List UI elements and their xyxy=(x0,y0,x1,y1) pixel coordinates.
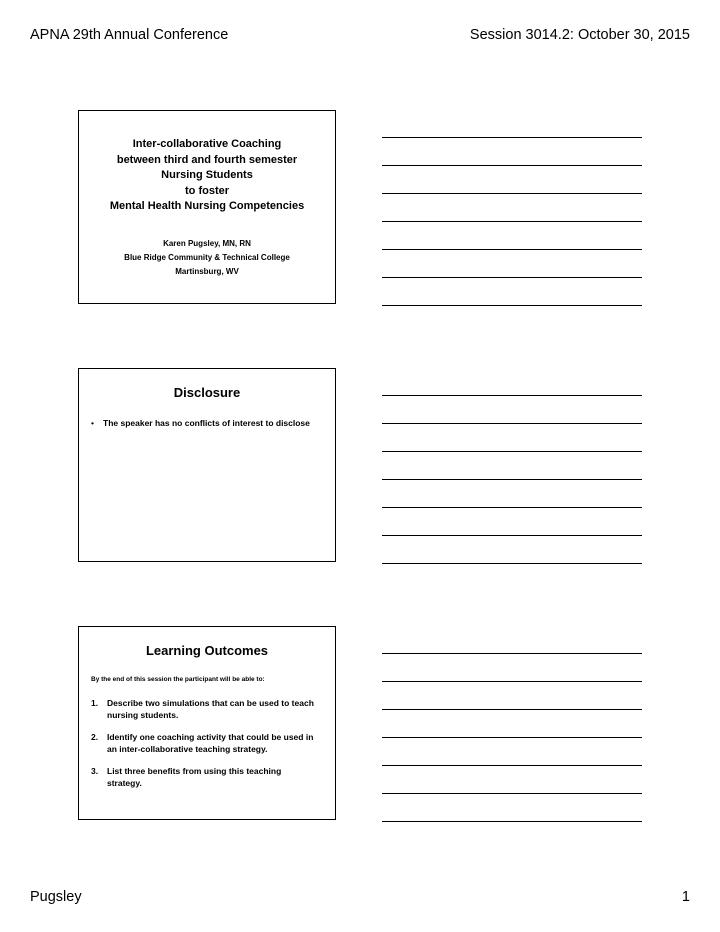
note-line xyxy=(382,535,642,563)
note-line xyxy=(382,423,642,451)
title-line: between third and fourth semester xyxy=(116,153,298,166)
list-number: 1. xyxy=(91,698,99,708)
list-number: 3. xyxy=(91,766,99,776)
note-line xyxy=(382,709,642,737)
note-line xyxy=(382,507,642,535)
list-item xyxy=(91,765,315,789)
note-line xyxy=(382,681,642,709)
note-line xyxy=(382,193,642,221)
note-line xyxy=(382,221,642,249)
slide-learning-outcomes xyxy=(78,626,336,820)
slide-disclosure xyxy=(78,368,336,562)
note-line xyxy=(382,165,642,193)
note-line xyxy=(382,821,642,849)
author-line: Blue Ridge Community & Technical College xyxy=(124,253,290,262)
title-line: Mental Health Nursing Competencies xyxy=(109,200,305,212)
note-line xyxy=(382,451,642,479)
author-line: Karen Pugsley, MN, RN xyxy=(163,239,251,248)
note-line xyxy=(382,737,642,765)
note-line xyxy=(382,793,642,821)
slide-heading: Learning Outcomes xyxy=(145,643,269,658)
list-item-text: Identify one coaching activity that could be used in an inter-collaborative teaching strategy. xyxy=(107,732,314,754)
note-line xyxy=(382,395,642,423)
note-line xyxy=(382,563,642,591)
slide-heading: Disclosure xyxy=(173,385,241,400)
title-line: Nursing Students xyxy=(161,169,253,181)
page-number: 1 xyxy=(681,889,690,905)
notes-lines xyxy=(382,653,642,849)
list-item xyxy=(91,697,315,721)
list-item-text: List three benefits from using this teaching strategy. xyxy=(107,766,282,788)
slide-title-heading xyxy=(79,137,335,215)
slide-title xyxy=(78,110,336,304)
header-conference-name: APNA 29th Annual Conference xyxy=(30,27,229,43)
title-line: to foster xyxy=(185,184,229,197)
note-line xyxy=(382,277,642,305)
list-number: 2. xyxy=(91,732,99,742)
list-item xyxy=(91,731,315,755)
slide-title-author xyxy=(79,237,335,279)
list-item xyxy=(91,417,313,429)
note-line xyxy=(382,653,642,681)
bullet-list xyxy=(91,417,313,429)
notes-lines xyxy=(382,137,642,333)
list-item-text: Describe two simulations that can be used to teach nursing students. xyxy=(107,698,314,720)
slide-intro-text: By the end of this session the participant will be able to: xyxy=(91,676,265,683)
title-line: Inter-collaborative Coaching xyxy=(132,138,282,150)
numbered-list xyxy=(91,697,315,799)
note-line xyxy=(382,765,642,793)
note-line xyxy=(382,249,642,277)
note-line xyxy=(382,137,642,165)
list-item-text: The speaker has no conflicts of interest to disclose xyxy=(103,418,310,428)
bullet-icon: • xyxy=(91,418,94,428)
author-line: Martinsburg, WV xyxy=(175,267,239,276)
notes-lines xyxy=(382,395,642,591)
footer-author: Pugsley xyxy=(30,889,82,905)
header-session-info: Session 3014.2: October 30, 2015 xyxy=(469,27,690,43)
note-line xyxy=(382,305,642,333)
note-line xyxy=(382,479,642,507)
